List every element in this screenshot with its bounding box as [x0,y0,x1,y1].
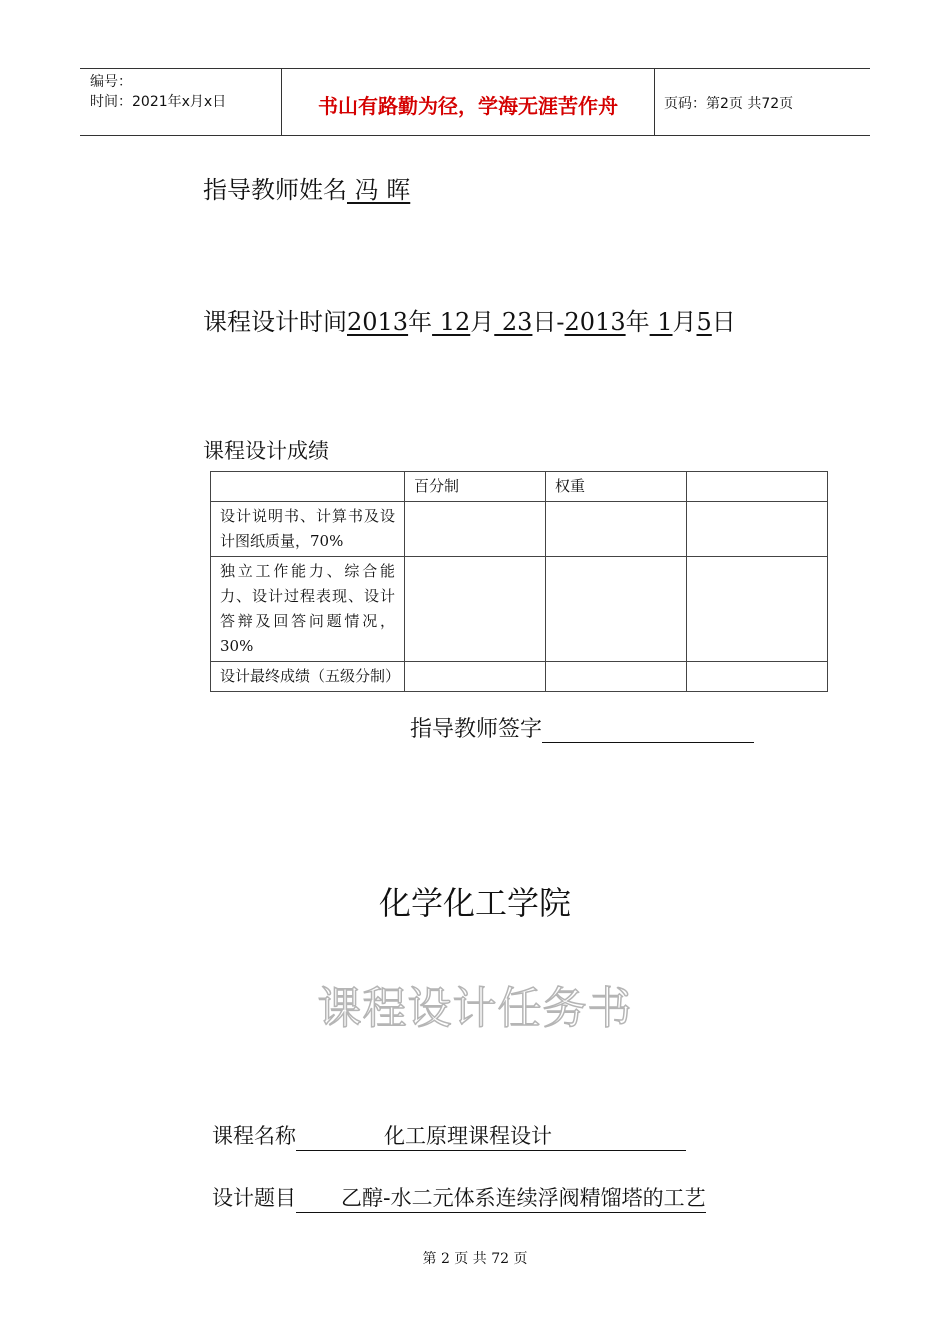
course-value: 化工原理课程设计 [384,1124,552,1148]
table-cell [405,502,546,557]
table-cell [546,662,687,692]
table-row [211,662,828,692]
table-cell [687,472,828,502]
signature-line [410,712,754,743]
period-end-day: 5 [696,308,712,336]
topic-value-blank [296,1182,706,1213]
header-number: 编号： [90,74,132,90]
year-char: 年 [625,308,650,336]
period-label: 课程设计时间 [203,308,347,336]
page-footer: 第 2 页 共 72 页 [422,1251,528,1267]
header-divider-2 [654,68,655,136]
year-char: 年 [408,308,433,336]
table-cell [687,502,828,557]
header-time: 时间：2021年x月x日 [90,94,227,110]
topic-label: 设计题目 [212,1186,296,1210]
table-cell: 设计最终成绩（五级分制） [211,662,405,692]
table-cell [405,557,546,662]
table-cell [211,472,405,502]
advisor-line [203,170,410,205]
header-page-number: 页码：第2页 共72页 [664,96,794,112]
period-start-month: 12 [432,308,471,336]
grade-title: 课程设计成绩 [203,439,329,463]
advisor-label: 指导教师姓名 [203,176,347,204]
period-end-month: 1 [649,308,673,336]
table-cell: 独立工作能力、综合能力、设计过程表现、设计答辩及回答问题情况，30% [211,557,405,662]
month-char: 月 [470,308,495,336]
header-bottom-rule [80,135,870,136]
signature-label: 指导教师签字 [410,717,543,742]
topic-field [212,1182,706,1213]
table-cell [546,557,687,662]
table-row [211,557,828,662]
table-cell [687,662,828,692]
college-name: 化学化工学院 [378,884,571,922]
course-label: 课程名称 [212,1124,296,1148]
month-char: 月 [672,308,697,336]
table-header-row [211,472,828,502]
header-top-rule [80,68,870,69]
header-motto: 书山有路勤为径，学海无涯苦作舟 [318,94,618,118]
topic-value: 乙醇-水二元体系连续浮阀精馏塔的工艺 [341,1186,706,1210]
table-cell: 百分制 [405,472,546,502]
header-meta [90,72,226,112]
course-field [212,1120,686,1151]
task-title: 课程设计任务书 [317,983,633,1034]
table-cell [687,557,828,662]
period-start-year: 2013 [347,308,409,336]
period-start-day: 23 [494,308,533,336]
grade-table [210,471,828,692]
table-cell [546,502,687,557]
table-cell [405,662,546,692]
period-line [203,302,736,337]
table-cell: 设计说明书、计算书及设计图纸质量，70% [211,502,405,557]
table-cell: 权重 [546,472,687,502]
signature-blank [542,720,754,743]
advisor-name: 冯 晖 [347,176,411,204]
course-value-blank [296,1120,686,1151]
period-dash: - [556,308,565,336]
period-end-year: 2013 [564,308,626,336]
table-row [211,502,828,557]
day-char: 日 [711,308,736,336]
day-char: 日 [532,308,557,336]
